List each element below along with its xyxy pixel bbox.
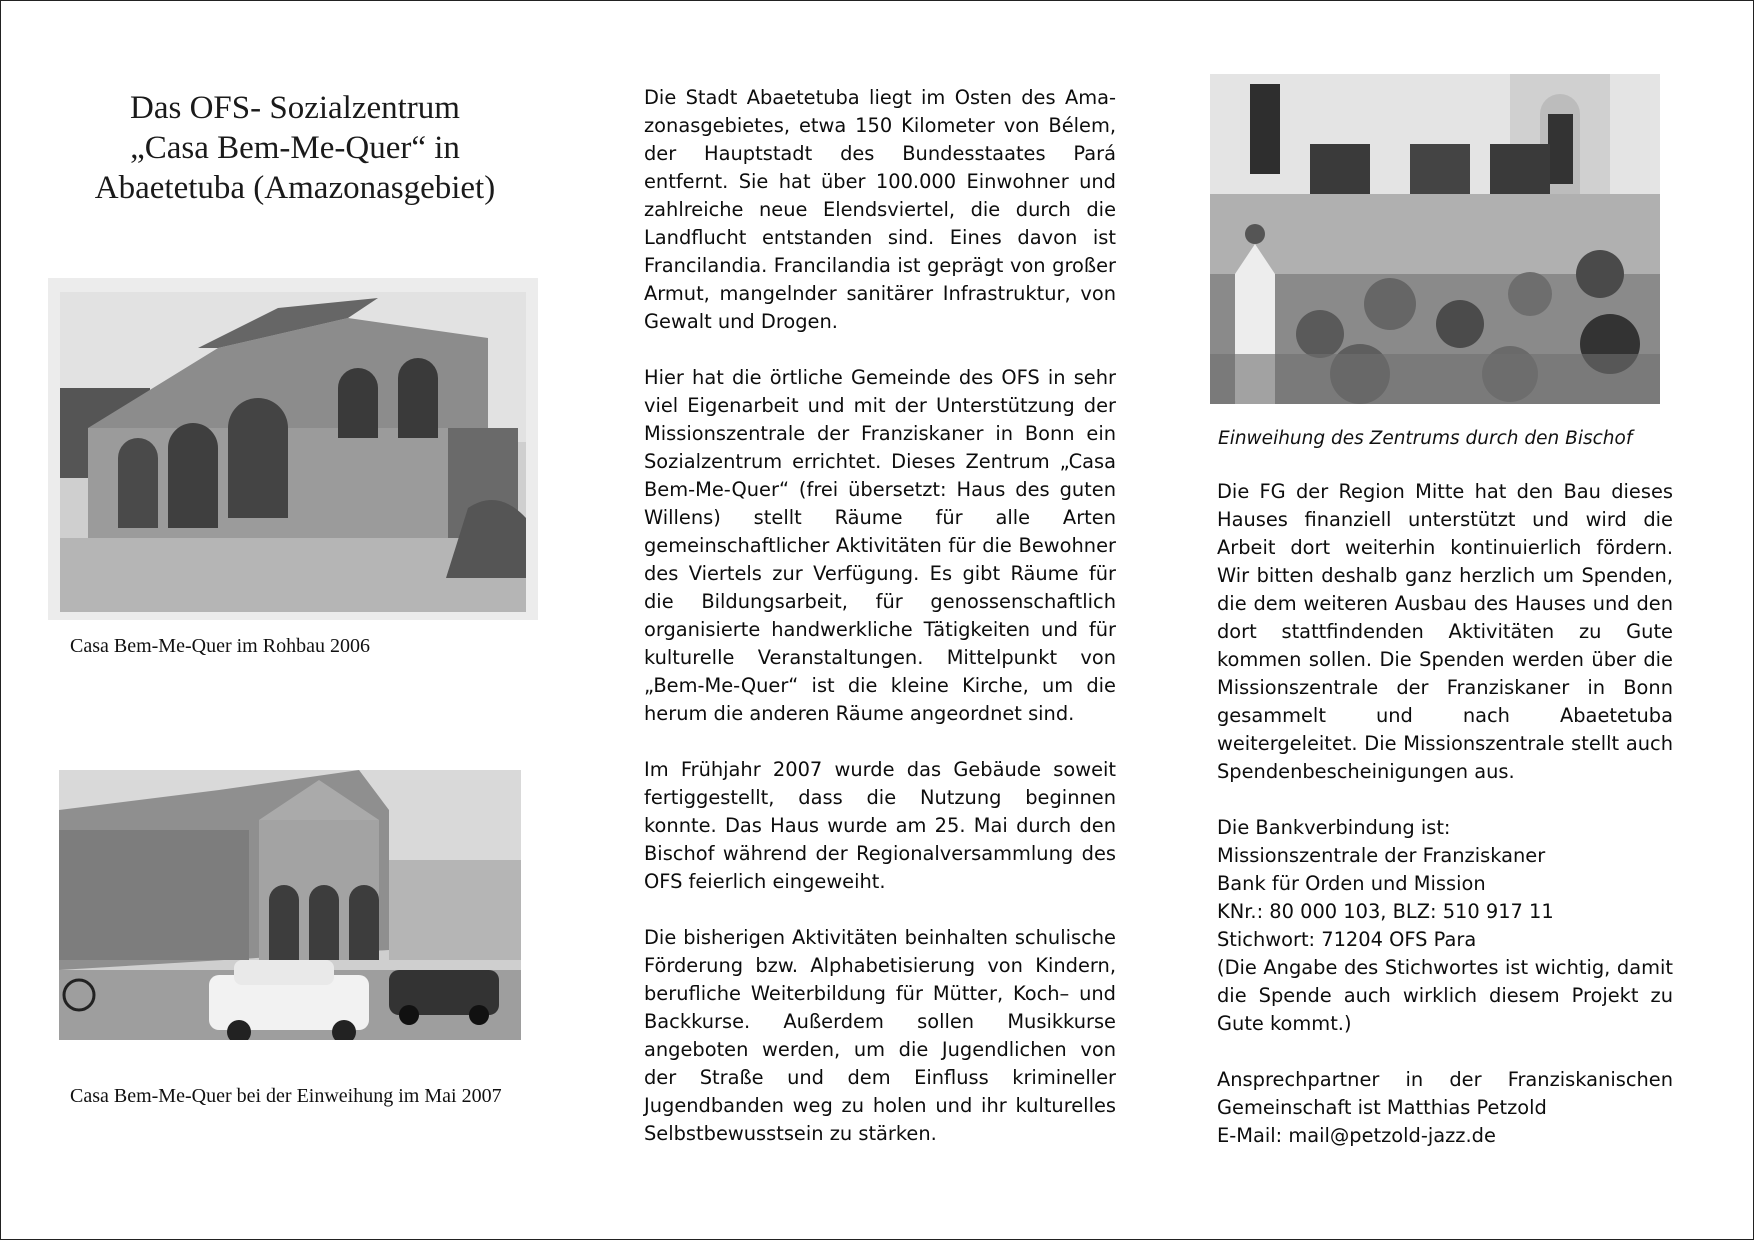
contact-email: E-Mail: mail@petzold-jazz.de: [1217, 1124, 1496, 1147]
bank-recipient: Missionszentrale der Franziskaner: [1217, 844, 1546, 867]
bank-name: Bank für Orden und Mission: [1217, 872, 1486, 895]
photo-einweihung: [59, 770, 521, 1040]
title-line-3: Abaetetuba (Amazonasgebiet): [94, 170, 496, 206]
bank-account: KNr.: 80 000 103, BLZ: 510 917 11: [1217, 900, 1554, 923]
right-paragraph-1: Die FG der Region Mitte hat den Bau dieses Hauses finanziell unterstützt und wird die Arbeit dort weiterhin kontinuierlich fördern. Wir bitten deshalb ganz herzlich um Spenden, die dem weiteren Ausbau des Hauses und den dort stattfindenden Aktivitäten zu Gute kommen sollen. Die Spenden werden über die Missionszentrale der Franziskaner in Bonn gesammelt und nach Abaetetuba weitergeleitet. Die Missionszentrale stellt auch Spendenbescheinigungen aus.: [1217, 480, 1673, 783]
photo-bischof: [1210, 74, 1660, 404]
caption-einweihung: Casa Bem-Me-Quer bei der Einweihung im Mai 2007: [70, 1085, 502, 1107]
middle-paragraph-2: Hier hat die örtliche Gemeinde des OFS in sehr viel Eigenarbeit und mit der Unterstützung der Missionszentrale der Franziskaner in Bonn ein Sozialzentrum errichtet. Dieses Zentrum „Casa Bem-Me-Quer“ (frei übersetzt: Haus des guten Willens) stellt Räume für alle Arten gemeinschaftlicher Aktivitäten für die Bewohner des Viertels zur Verfügung. Es gibt Räume für die Bildungsarbeit, für genossenschaftlich organisierte handwerkliche Tätigkeiten und für kulturelle Veranstaltungen. Mittelpunkt von „Bem-Me-Quer“ ist die kleine Kirche, um die herum die anderen Räume angeordnet sind.: [644, 366, 1116, 725]
photo-rohbau: [48, 278, 538, 620]
bank-intro: Die Bankverbindung ist:: [1217, 816, 1451, 839]
bank-note: (Die Angabe des Stichwortes ist wichtig, damit die Spende auch wirklich diesem Projekt zu Gute kommt.): [1217, 956, 1673, 1035]
contact-person: Ansprechpartner in der Franziskanischen Gemeinschaft ist Matthias Petzold: [1217, 1068, 1673, 1119]
caption-rohbau: Casa Bem-Me-Quer im Rohbau 2006: [70, 635, 370, 657]
bank-details: [1217, 814, 1673, 954]
middle-paragraph-1: Die Stadt Abaetetuba liegt im Osten des Amazonasgebietes, etwa 150 Kilometer von Bélem, der Hauptstadt des Bundesstaates Pará entfernt. Sie hat über 100.000 Einwohner und zahlreiche neue Elendsviertel, die durch die Landflucht entstanden sind. Eines davon ist Francilandia. Francilandia ist geprägt von großer Armut, mangelnder sanitärer Infrastruktur, von Gewalt und Drogen.: [644, 86, 1116, 333]
title-line-2: „Casa Bem-Me-Quer“ in: [130, 130, 460, 166]
bank-keyword: Stichwort: 71204 OFS Para: [1217, 928, 1477, 951]
title-line-1: Das OFS- Sozialzentrum: [130, 90, 460, 126]
middle-paragraph-4: Die bisherigen Aktivitäten beinhalten schulische Förderung bzw. Alphabetisierung von Kindern, berufliche Weiterbildung für Mütter, Koch– und Backkurse. Außerdem sollen Musikkurse angeboten werden, um die Jugendlichen von der Straße und dem Einfluss krimineller Jugendbanden weg zu holen und ihr kulturelles Selbstbewusstsein zu stärken.: [644, 926, 1116, 1145]
middle-paragraph-3: Im Frühjahr 2007 wurde das Gebäude soweit fertiggestellt, dass die Nutzung beginnen konnte. Das Haus wurde am 25. Mai durch den Bischof während der Regionalversammlung des OFS feierlich eingeweiht.: [644, 758, 1116, 893]
right-column: [1217, 478, 1673, 1150]
caption-bischof: Einweihung des Zentrums durch den Bischof: [1218, 428, 1633, 449]
page-title: [45, 88, 545, 208]
middle-column: [644, 84, 1116, 1148]
